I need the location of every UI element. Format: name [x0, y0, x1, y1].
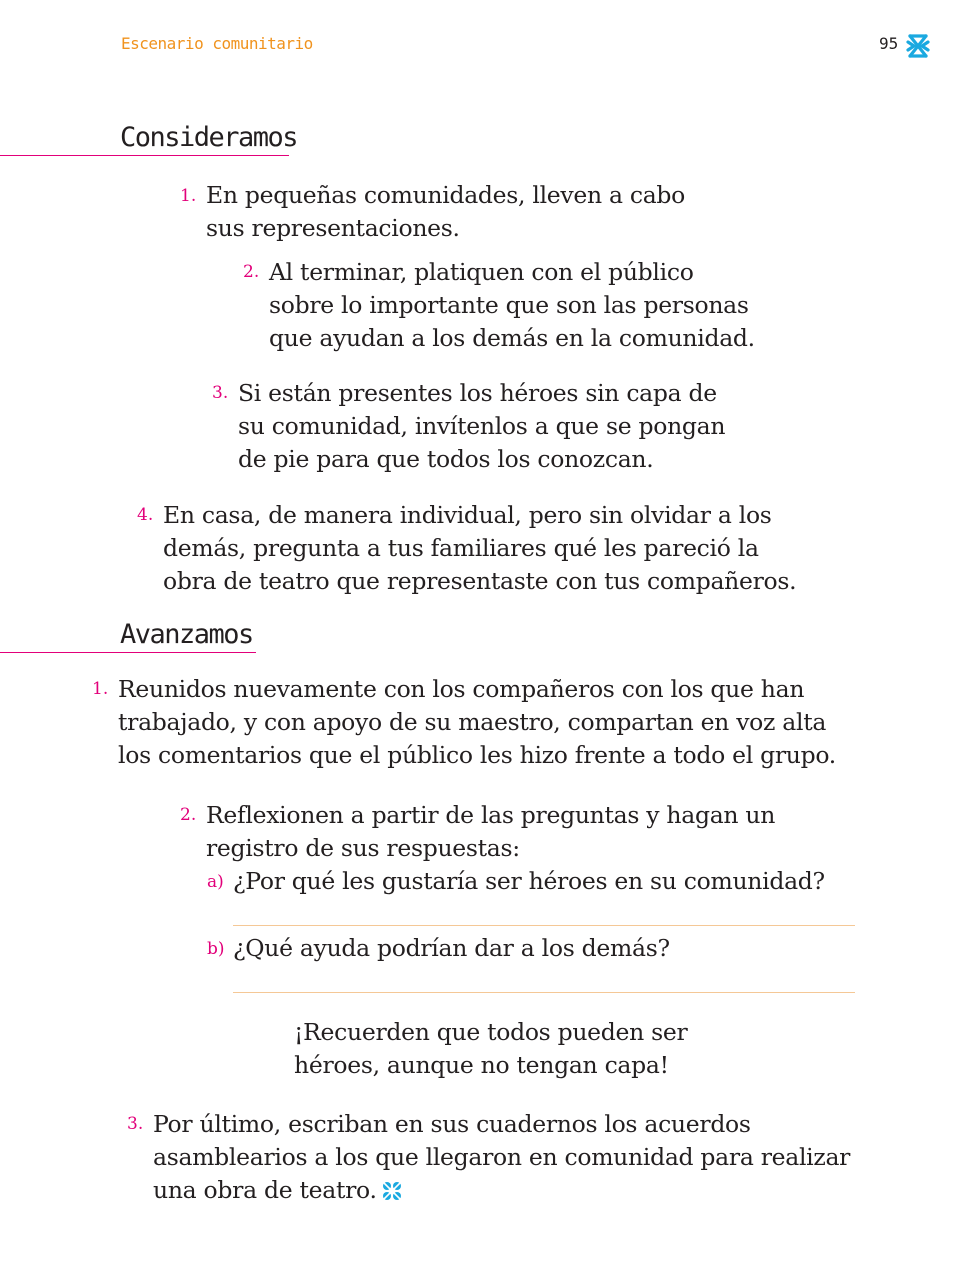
list-number: 2.	[180, 805, 197, 825]
question-text: ¿Por qué les gustaría ser héroes en su comunidad?	[233, 867, 825, 895]
question-text: ¿Qué ayuda podrían dar a los demás?	[233, 934, 670, 962]
list-number: 3.	[212, 383, 229, 403]
consideramos-underline	[0, 155, 289, 156]
consideramos-title: Consideramos	[120, 122, 298, 153]
list-item: Si están presentes los héroes sin capa de su comunidad, invítenlos a que se pongan de pie para que todos los conozcan.	[238, 379, 726, 473]
end-knot-icon	[381, 1180, 403, 1202]
knot-logo-icon	[906, 33, 930, 59]
list-number: 1.	[180, 186, 197, 206]
avanzamos-title: Avanzamos	[120, 619, 253, 650]
list-number: 1.	[92, 679, 109, 699]
page-number: 95	[879, 34, 899, 53]
question-letter: b)	[207, 939, 225, 959]
list-number: 4.	[137, 505, 154, 525]
list-item: Reflexionen a partir de las preguntas y hagan un registro de sus respuestas:	[206, 801, 776, 862]
list-item: En casa, de manera individual, pero sin olvidar a los demás, pregunta a tus familiares qué les pareció la obra de teatro que representaste con tus compañeros.	[163, 501, 797, 595]
section-label: Escenario comunitario	[121, 34, 313, 53]
list-item: Por último, escriban en sus cuadernos los acuerdos asamblearios a los que llegaron en comunidad para realizar una obra de teatro.	[153, 1110, 851, 1204]
answer-line[interactable]	[233, 925, 855, 926]
reminder-text: ¡Recuerden que todos pueden ser héroes, aunque no tengan capa!	[294, 1018, 688, 1079]
avanzamos-underline	[0, 652, 256, 653]
list-number: 3.	[127, 1114, 144, 1134]
question-letter: a)	[207, 872, 224, 892]
answer-line[interactable]	[233, 992, 855, 993]
list-number: 2.	[243, 262, 260, 282]
list-item: En pequeñas comunidades, lleven a cabo sus representaciones.	[206, 181, 686, 242]
list-item: Reunidos nuevamente con los compañeros con los que han trabajado, y con apoyo de su maestro, compartan en voz alta los comentarios que el público les hizo frente a todo el grupo.	[118, 675, 836, 769]
list-item: Al terminar, platiquen con el público sobre lo importante que son las personas que ayudan a los demás en la comunidad.	[269, 258, 755, 352]
